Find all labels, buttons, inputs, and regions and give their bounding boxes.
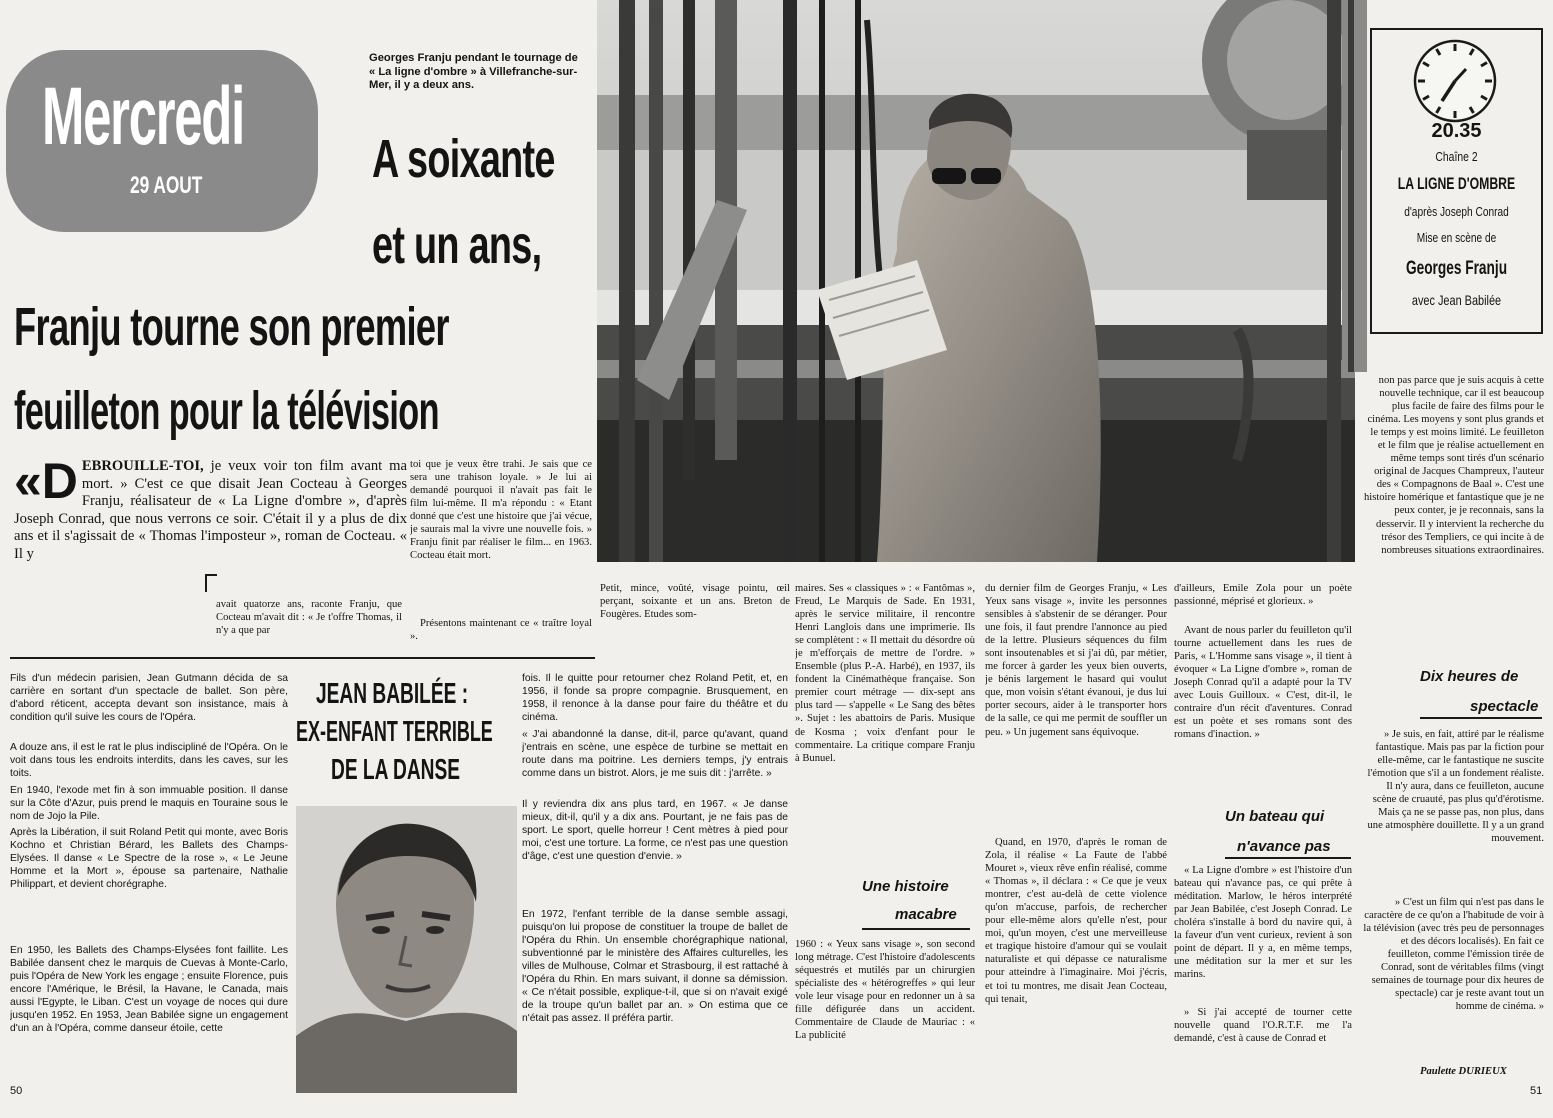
- headline-line-3: Franju tourne son premier: [14, 297, 449, 357]
- article-column-6a: d'ailleurs, Emile Zola pour un poète passionné, méprisé et glorieux. »: [1174, 583, 1352, 608]
- drop-cap: «D: [14, 458, 78, 509]
- subhead-histoire: Une histoire: [862, 878, 949, 895]
- channel: Chaîne 2: [1435, 149, 1478, 164]
- article-column-5a: du dernier film de Georges Franju, « Les Yeux sans visage », invite les personnes sensibles à s'abstenir de se déranger. Pour une fois, il faut prendre l'annonce au pied de la lettre. Plusieurs séquences du film sont insoutenables et si j'ai dû, par métier, me forcer à garder les yeux bien ouverts, je bénis largement le hasard qui voulut que, mon voisin s'étant évanoui, je dus lui porter secours, aider à le transporter hors de la salle, ce qui me permit de souffler un peu. » Un jugement sans équivoque.: [985, 583, 1167, 738]
- subhead-rule: [1225, 857, 1351, 859]
- intro-column-2-end: Présentons maintenant ce « traître loyal ».: [410, 618, 592, 643]
- sidebar-title-3: DE LA DANSE: [331, 754, 461, 786]
- intro-column-2: toi que je veux être trahi. Je sais que ce sera une trahison loyale. » Je lui ai demandé pourquoi il n'avait pas fait le film lui-même. Il m'a répondu : « Etant donné que c'est une histoire que j'ai vécue, je saurais mal la vivre une nouvelle fois. » Franju finit par réaliser le film... en 1963. Cocteau était mort.: [410, 459, 592, 562]
- divider: [205, 574, 217, 576]
- subhead-rule: [1420, 717, 1542, 719]
- babilee-para-1: Fils d'un médecin parisien, Jean Gutmann décida de sa carrière en sortant d'un spectacle de ballet. Son père, d'abord réticent, accepta devant son insistance, mais à condition qu'il suive les cours de l'Opéra.: [10, 673, 288, 724]
- page-number-left: 50: [10, 1085, 23, 1097]
- article-column-4b: 1960 : « Yeux sans visage », son second long métrage. C'est l'histoire d'adolescents séquestrés et mutilés par un chirurgien spécialiste des « hétérogreffes » qui leur vole leur visage pour en redonner un à sa fille défigurée dans un accident. Commentaire de Claude de Mauriac : « La publicité: [795, 939, 975, 1042]
- babilee-para-2: A douze ans, il est le rat le plus indiscipliné de l'Opéra. On le voit dans tous les endroits interdits, dans les caves, sur les toits.: [10, 742, 288, 780]
- babilee-para-5: En 1950, les Ballets des Champs-Elysées font faillite. Les Babilée dansent chez le marquis de Cuevas à Monte-Carlo, puis l'Opéra de New York les engage ; ensuite Florence, puis encore l'Amérique, le Brésil, la Havane, le Canada, mais aussi l'Egypte, le Liban. C'est un voyage de noces qui dure jusqu'en 1952. En 1953, Jean Babilée signe un engagement d'un an à l'Opéra, comme danseur étoile, cette: [10, 945, 288, 1035]
- article-column-7c: » C'est un film qui n'est pas dans le caractère de ce qu'on a l'habitude de voir à la télévision (avec très peu de personnages et des décors localisés). En fait ce feuilleton, comme l'émission tirée de Conrad, sont de véritables films (vingt semaines de tournage pour dix heures de spectacle) car je reste avant tout un homme de cinéma. »: [1363, 897, 1544, 1013]
- intro-text: je veux voir ton film avant ma mort. » C'est ce que disait Jean Cocteau à Georges Franju, réalisateur de « La Ligne d'ombre », d'après Joseph Conrad, que nous verrons ce soir. C'était il y a plus de dix ans et il s'agissait de « Thomas l'imposteur », roman de Cocteau. « Il y: [14, 458, 407, 562]
- subhead-macabre: macabre: [895, 906, 957, 923]
- subhead-bateau: Un bateau qui: [1225, 808, 1325, 825]
- byline: Paulette DURIEUX: [1420, 1066, 1507, 1077]
- program-director: Georges Franju: [1405, 258, 1508, 279]
- air-time: 20.35: [1431, 120, 1482, 142]
- badge-day: Mercredi: [42, 71, 245, 162]
- program-title: LA LIGNE D'OMBRE: [1397, 174, 1516, 193]
- article-column-4: maires. Ses « classiques » : « Fantômas », Freud, Le Marquis de Sade. En 1931, après le service militaire, il rencontre Henri Langlois dans une imprimerie. Ils se complètent : « Il mettait du désordre où je m'efforçais de mettre de l'ordre. » Ensemble (plus P.-A. Harbé), en 1937, ils fondent la Cinémathèque française. Son premier court métrage — dix-sept ans plus tard — s'appelle « Le Sang des bêtes ». Sujet : les abattoirs de Paris. Musique de Kosma ; voix d'enfant pour le commentaire. La critique compare Franju à Bunuel.: [795, 583, 975, 764]
- program-author: d'après Joseph Conrad: [1404, 204, 1509, 219]
- article-column-3: Petit, mince, voûté, visage pointu, œil perçant, soixante et un ans. Breton de Fougères. Etudes som-: [600, 583, 790, 621]
- divider: [205, 574, 207, 592]
- babilee-col2-para-1: fois. Il le quitte pour retourner chez Roland Petit, et, en 1956, il fonde sa propre compagnie. Brusquement, en 1958, il renonce à la danse pour faire du théâtre et du cinéma.: [522, 673, 788, 724]
- headline-line-2: et un ans,: [372, 215, 542, 275]
- babilee-col2-para-2: « J'ai abandonné la danse, dit-il, parce qu'avant, quand j'entrais en scène, une espèce de turbine se mettait en route dans ma poitrine. Les derniers temps, j'y entrais comme dans un bistrot. Alors, je me suis dit : j'arrête. »: [522, 729, 788, 780]
- program-direction: Mise en scène de: [1416, 230, 1497, 245]
- subhead-rule: [862, 928, 970, 930]
- subhead-spectacle: spectacle: [1470, 698, 1539, 715]
- page-number-right: 51: [1530, 1085, 1543, 1097]
- subhead-avance: n'avance pas: [1237, 838, 1331, 855]
- section-rule: [10, 657, 595, 659]
- babilee-col2-para-3: Il y reviendra dix ans plus tard, en 1967. « Je danse mieux, dit-il, qu'il y a dix ans. Pourtant, je ne fais pas de sport. Le sport, quelle horreur ! Cent mètres à pied pour moi, c'est une torture. La forme, ce n'est pas une question d'âge, c'est une question d'envie. »: [522, 799, 788, 863]
- babilee-col2-para-4: En 1972, l'enfant terrible de la danse semble assagi, puisqu'on lui propose de constituer la troupe de ballet de l'Opéra du Rhin. Un ensemble chorégraphique national, subventionné par le ministère des Affaires culturelles, les villes de Mulhouse, Colmar et Strasbourg, il est rattaché à l'Opéra du Rhin. En mars suivant, il donne sa démission. « Ce n'était possible, explique-t-il, que si on n'avait exigé de la troupe qu'un ballet par an. » On estima que ce n'était pas assez. Il préféra partir.: [522, 909, 788, 1025]
- program-cast: avec Jean Babilée: [1411, 292, 1502, 308]
- babilee-portrait: [296, 806, 517, 1093]
- sidebar-title-2: EX-ENFANT TERRIBLE: [296, 716, 493, 748]
- side-photo-strip: [1342, 0, 1367, 372]
- intro-lead: EBROUILLE-TOI,: [81, 458, 204, 474]
- article-column-7a: non pas parce que je suis acquis à cette nouvelle technique, car il est beaucoup plus facile de faire des films pour le cinéma. Les moyens y sont plus grands et le temps y est moins limité. Le feuilleton et le film que je réalise actuellement en même temps sont tirés d'un scénario original de Jacques Champreux, l'auteur des « Compagnons de Baal ». C'est une histoire homérique et fantastique que je ne peux conter, je je reconnais, sans la desservir. Il y intervient la recherche du trésor des Templiers, ce qui incite à de nombreuses situations extraordinaires.: [1363, 375, 1544, 556]
- babilee-para-3: En 1940, l'exode met fin à son immuable position. Il danse sur la Côte d'Azur, puis prend le maquis en Touraine sous le nom de Jojo la Pile.: [10, 785, 288, 823]
- photo-caption: Georges Franju pendant le tournage de « La ligne d'ombre » à Villefranche-sur-Mer, il y a deux ans.: [369, 52, 578, 91]
- article-column-6d: » Si j'ai accepté de tourner cette nouvelle quand l'O.R.T.F. me l'a demandé, c'est à cause de Conrad et: [1174, 1007, 1352, 1045]
- schedule-box: [1370, 28, 1543, 334]
- main-photo: [597, 0, 1355, 562]
- babilee-para-4: Après la Libération, il suit Roland Petit qui monte, avec Boris Kochno et Christian Bérard, les Ballets des Champs-Elysées. Il danse « Le Spectre de la rose », « Le Jeune Homme et la Mort », épouse sa partenaire, Nathalie Philippart, et devient chorégraphe.: [10, 827, 288, 891]
- headline-line-1: A soixante: [372, 129, 555, 189]
- sidebar-title-1: JEAN BABILÉE :: [316, 678, 469, 710]
- intro-continued: avait quatorze ans, raconte Franju, que Cocteau m'avait dit : « Je t'offre Thomas, il n'y a que par: [216, 599, 402, 637]
- subhead-dix: Dix heures de: [1420, 668, 1519, 685]
- article-column-6b: Avant de nous parler du feuilleton qu'il tourne actuellement dans les rues de Paris, « L'Homme sans visage », il tient à évoquer « La Ligne d'ombre », roman de Joseph Conrad qu'il a adapté pour la TV avec Louis Guilloux. « C'est, dit-il, le contraire d'un récit d'aventures. Conrad est un poète et ses romans sont des romans d'inaction. »: [1174, 625, 1352, 741]
- clock-icon: [1412, 38, 1498, 129]
- article-column-7b: » Je suis, en fait, attiré par le réalisme fantastique. Mais pas par la fiction pour elle-même, car le fantastique ne suscite l'émotion que s'il a un fondement réaliste. Il n'y aura, dans ce feuilleton, aucune scène de cruauté, pas plus qu'd'érotisme. Mais ça ne se passe pas, non plus, dans une atmosphère douillette. Il y a un grand mouvement.: [1367, 729, 1544, 845]
- article-column-5b: Quand, en 1970, d'après le roman de Zola, il réalise « La Faute de l'abbé Mouret », vieux rêve enfin réalisé, comme « Thomas », il déclara : « Ce que je veux montrer, c'est au-delà de cette violence qu'on m'accuse, parfois, de rechercher pour elle-même alors qu'elle n'est, pour moi, qu'un moyen, c'est une merveilleuse et tragique histoire d'amour qui se voulait naturaliste et qui dépasse ce naturalisme pour atteindre à l'imaginaire. Moi j'écris, et toi tu montres, me disait Jean Cocteau, qui tenait,: [985, 837, 1167, 1005]
- badge-date: 29 AOUT: [130, 172, 203, 199]
- article-column-6c: « La Ligne d'ombre » est l'histoire d'un bateau qui n'avance pas, ce qui prête à méditation. Marlow, le héros interprété par Jean Babilée, c'est Joseph Conrad. Le choléra s'installe à bord du navire qui, à la faveur d'un vent curieux, revient à son point de départ. Il y a, en même temps, une méditation sur la mer et sur les marins.: [1174, 865, 1352, 981]
- headline-line-4: feuilleton pour la télévision: [14, 381, 439, 441]
